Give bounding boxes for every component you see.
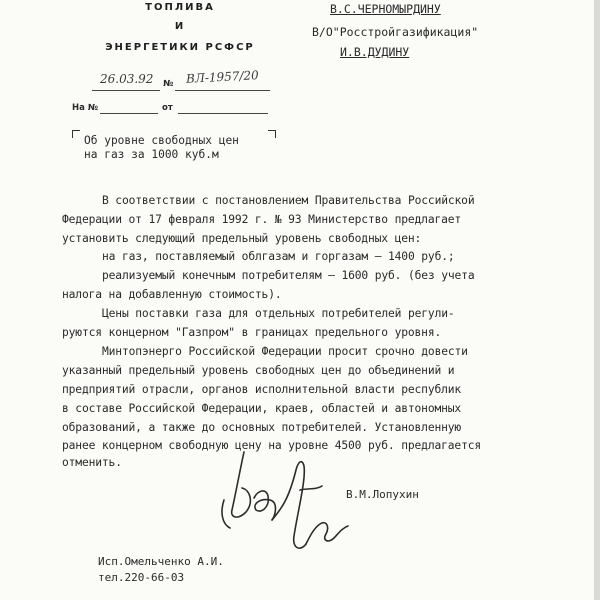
ministry-name-line1: ТОПЛИВА bbox=[145, 2, 215, 13]
ministry-name-line2: И bbox=[174, 21, 186, 32]
body-line: отменить. bbox=[62, 456, 122, 469]
subject-line1: Об уровне свободных цен bbox=[84, 134, 239, 147]
body-line: в составе Российской Федерации, краев, областей и автономных bbox=[62, 402, 462, 415]
addressee-3: И.В.ДУДИНУ bbox=[340, 45, 410, 59]
body-line: Минтопэнерго Российской Федерации просит срочно довести bbox=[102, 345, 468, 358]
body-line: на газ, поставляемый облгазам и горгазам – 1400 руб.; bbox=[102, 250, 455, 263]
body-line: указанный предельный уровень свободных цен до объединений и bbox=[62, 364, 455, 377]
executor-phone: тел.220-66-03 bbox=[98, 571, 185, 584]
body-line: налога на добавленную стоимость). bbox=[62, 288, 282, 301]
subject-line2: на газ за 1000 куб.м bbox=[84, 148, 219, 161]
body-line: Федерации от 17 февраля 1992 г. № 93 Министерство предлагает bbox=[62, 213, 462, 226]
ministry-name-line3: ЭНЕРГЕТИКИ РСФСР bbox=[105, 42, 255, 53]
scan-edge bbox=[594, 0, 600, 600]
body-line: предприятий отрасли, органов исполнительной власти республик bbox=[62, 383, 462, 396]
signatory-name: В.М.Лопухин bbox=[346, 488, 419, 501]
reference-from-label: от bbox=[162, 103, 173, 113]
body-line: В соответствии с постановлением Правительства Российской bbox=[102, 194, 475, 207]
reference-number-label: На № bbox=[72, 103, 99, 113]
document-date: 26.03.92 bbox=[100, 72, 154, 86]
addressee-1: В.С.ЧЕРНОМЫРДИНУ bbox=[330, 2, 441, 16]
body-line: Цены поставки газа для отдельных потребителей регули- bbox=[102, 307, 455, 320]
document-number: ВЛ-1957/20 bbox=[185, 68, 260, 86]
body-line: образований, а также до основных потребителей. Установленную bbox=[62, 421, 462, 434]
body-line: ранее концерном свободную цену на уровне 4500 руб. предлагается bbox=[62, 439, 482, 452]
executor-name: Исп.Омельченко А.И. bbox=[98, 555, 224, 568]
body-line: руются концерном "Газпром" в границах предельного уровня. bbox=[62, 326, 442, 339]
handwritten-signature bbox=[210, 440, 360, 560]
body-line: реализуемый конечным потребителям – 1600 руб. (без учета bbox=[102, 269, 475, 282]
body-line: установить следующий предельный уровень свободных цен: bbox=[62, 232, 422, 245]
number-label: № bbox=[163, 79, 174, 89]
addressee-2: В/О"Росстройгазификация" bbox=[312, 25, 479, 39]
